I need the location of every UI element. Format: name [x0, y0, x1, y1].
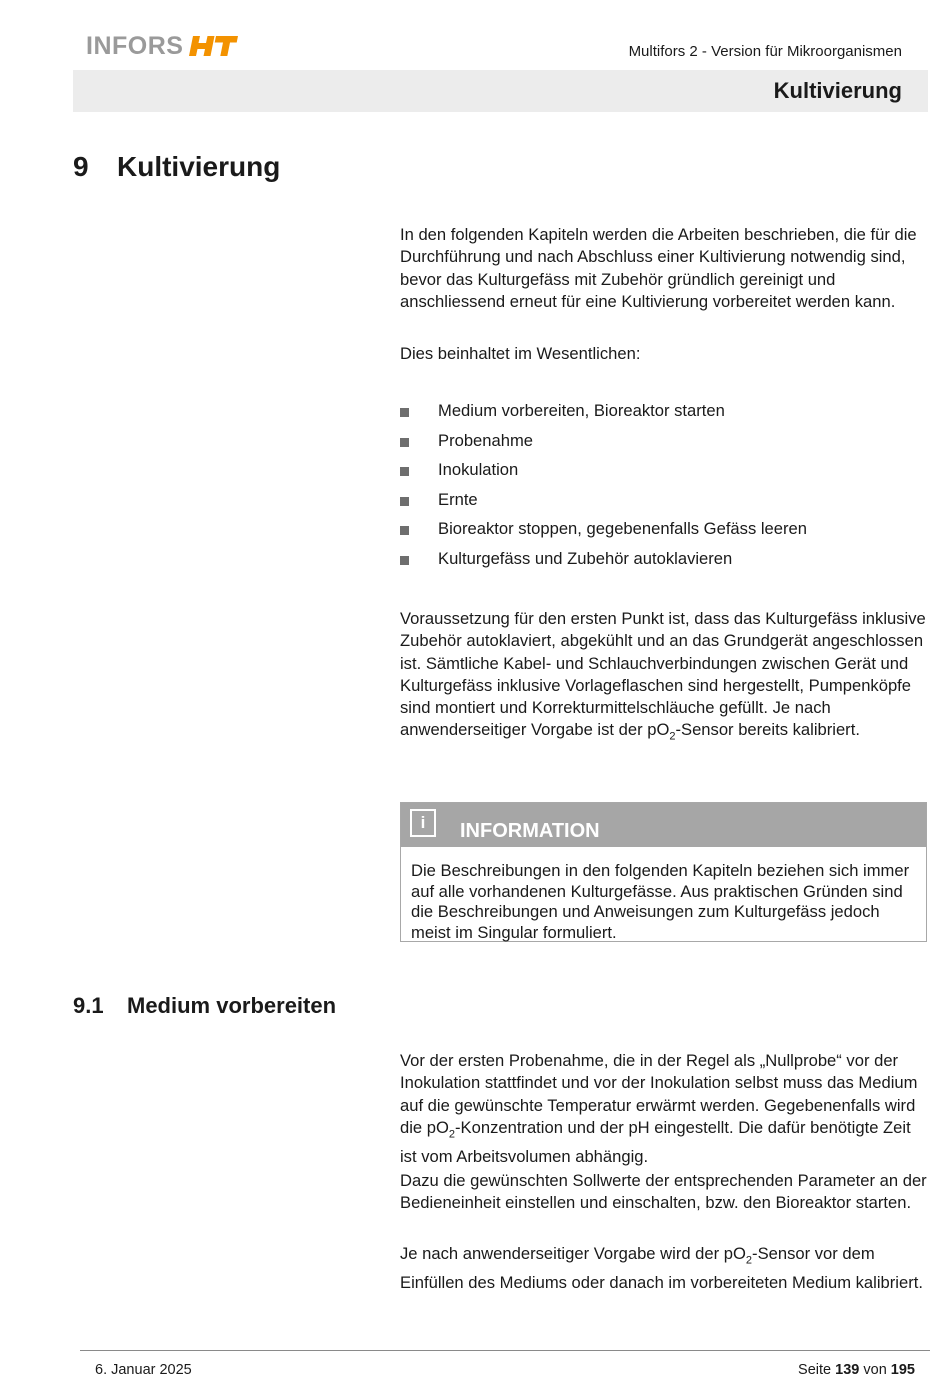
list-item-text: Inokulation	[438, 460, 519, 480]
information-box	[400, 802, 927, 942]
list-item-text: Ernte	[438, 489, 478, 509]
document-title: Multifors 2 - Version für Mikroorganismen	[628, 43, 902, 60]
information-text: Die Beschreibungen in den folgenden Kapiteln beziehen sich immer auf alle vorhandenen Kulturgefässe. Aus praktischen Gründen sind die Beschreibungen und Anweisungen zum Kulturgefäss jedoch meist im Singular formuliert.	[411, 861, 910, 942]
list-item-text: Bioreaktor stoppen, gegebenenfalls Gefäss leeren	[438, 519, 807, 539]
logo-wordmark: INFORS	[86, 32, 184, 60]
dies-text: Dies beinhaltet im Wesentlichen:	[400, 344, 641, 363]
bullet-square-icon	[400, 556, 409, 565]
infors-ht-logo	[86, 33, 239, 59]
chapter-heading	[73, 151, 280, 183]
footer-date: 6. Januar 2025	[95, 1362, 192, 1378]
page-number: Seite 139 von 195	[798, 1362, 915, 1378]
list-item	[400, 489, 928, 519]
bullet-square-icon	[400, 408, 409, 417]
medium-text-1: Vor der ersten Probenahme, die in der Regel als „Nullprobe“ vor der Inokulation stattfindet und vor der Inokulation selbst muss das Medium auf die gewünschte Temperatur erwärmt werden. Gegebenenfalls wird die $pO_2$-Konzentration und der pH eingestellt. Die dafür benötigte Zeit ist vom Arbeitsvolumen abhängig.	[400, 1051, 918, 1166]
bullet-square-icon	[400, 467, 409, 476]
information-title: INFORMATION	[460, 820, 600, 842]
section-number: 9.1	[73, 993, 104, 1018]
list-item	[400, 518, 928, 548]
list-item-text: Kulturgefäss und Zubehör autoklavieren	[438, 548, 733, 568]
medium-text-3: Je nach anwenderseitiger Vorgabe wird der $pO_2$-Sensor vor dem Einfüllen des Mediums oder danach im vorbereiteten Medium kalibriert.	[400, 1244, 923, 1292]
chapter-title: Kultivierung	[117, 151, 281, 182]
list-item	[400, 400, 928, 430]
medium-paragraph-3	[400, 1243, 928, 1294]
chapter-header-band	[73, 70, 928, 112]
list-item	[400, 430, 928, 460]
bullet-square-icon	[400, 526, 409, 535]
footer-divider	[80, 1350, 930, 1351]
chapter-number: 9	[73, 151, 89, 182]
bullet-square-icon	[400, 497, 409, 506]
list-item-text: Medium vorbereiten, Bioreaktor starten	[438, 401, 725, 420]
list-item-text: Probenahme	[438, 430, 534, 450]
ht-logo-icon	[187, 35, 239, 57]
medium-text-2: Dazu die gewünschten Sollwerte der entsprechenden Parameter an der Bedieneinheit einstellen und einschalten, bzw. den Bioreaktor starten.	[400, 1171, 927, 1213]
requirements-text: Voraussetzung für den ersten Punkt ist, dass das Kulturgefäss inklusive Zubehör autoklaviert, abgekühlt und an das Grundgerät angeschlossen ist. Sämtliche Kabel- und Schlauchverbindungen zwischen Gerät und Kulturgefäss inklusive Vorlageflaschen sind hergestellt, Pumpenköpfe sind montiert und Korrekturmittelschläuche gefüllt. Je nach anwenderseitiger Vorgabe ist der $pO_2$-Sensor bereits kalibriert.	[400, 609, 926, 743]
list-item	[400, 548, 928, 578]
medium-paragraph-2	[400, 1170, 928, 1215]
requirements-paragraph	[400, 608, 928, 748]
bullet-square-icon	[400, 438, 409, 447]
intro-paragraph	[400, 224, 928, 313]
dies-paragraph	[400, 343, 928, 365]
medium-paragraph-1	[400, 1050, 928, 1168]
section-heading	[73, 993, 336, 1019]
intro-text: In den folgenden Kapiteln werden die Arbeiten beschrieben, die für die Durchführung und nach Abschluss einer Kultivierung notwendig sind, bevor das Kulturgefäss mit Zubehör gründlich gereinigt und anschliessend erneut für eine Kultivierung vorbereitet werden kann.	[400, 225, 917, 311]
task-list	[400, 400, 928, 578]
section-title: Medium vorbereiten	[127, 993, 337, 1018]
list-item	[400, 459, 928, 489]
information-header	[401, 803, 926, 847]
chapter-header-title: Kultivierung	[773, 78, 902, 103]
info-icon: i	[410, 809, 436, 837]
